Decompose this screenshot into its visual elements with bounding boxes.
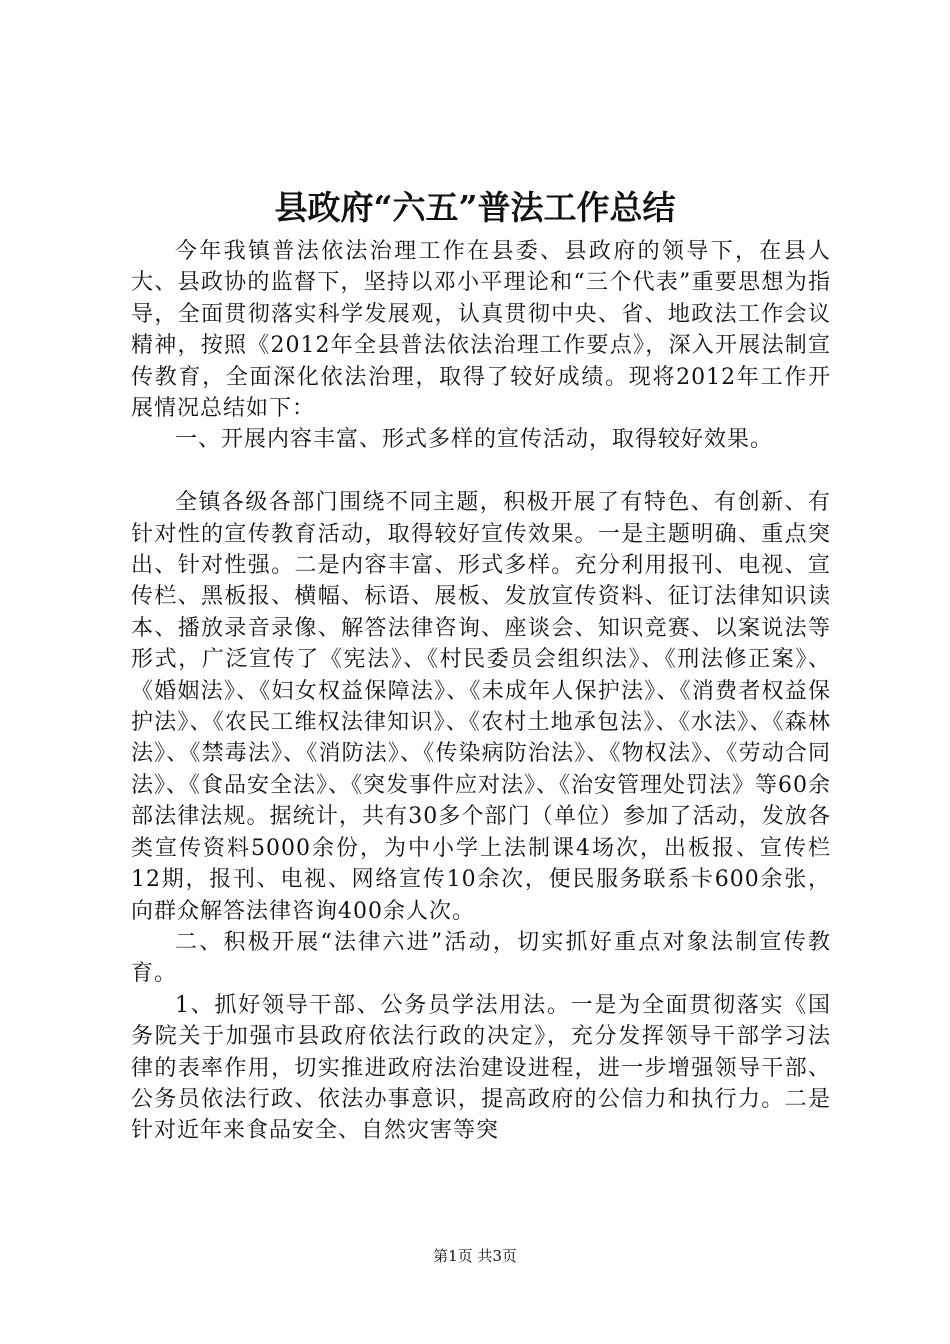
- document-body: [131, 236, 831, 1147]
- heading-section-1: 一、开展内容丰富、形式多样的宣传活动，取得较好效果。: [175, 427, 774, 453]
- document-title: 县政府“六五”普法工作总结: [274, 188, 676, 227]
- page-footer: 第1页 共3页: [433, 1247, 517, 1265]
- heading-section-2: 二、积极开展“法律六进”活动，切实抓好重点对象法制宣传教育。: [131, 929, 831, 987]
- paragraph-item-1: 1、抓好领导干部、公务员学法用法。一是为全面贯彻落实《国务院关于加强市县政府依法行政的决定》，充分发挥领导干部学习法律的表率作用，切实推进政府法治建设进程，进一步增强领导干部、公务员依法行政、依法办事意识，提高政府的公信力和执行力。二是针对近年来食品安全、自然灾害等突: [131, 992, 831, 1144]
- paragraph-section-1: 全镇各级各部门围绕不同主题，积极开展了有特色、有创新、有针对性的宣传教育活动，取得较好宣传效果。一是主题明确、重点突出、针对性强。二是内容丰富、形式多样。充分利用报刊、电视、宣传栏、黑板报、横幅、标语、展板、发放宣传资料、征订法律知识读本、播放录音录像、解答法律咨询、座谈会、知识竞赛、以案说法等形式，广泛宣传了《宪法》、《村民委员会组织法》、《刑法修正案》、《婚姻法》、《妇女权益保障法》、《未成年人保护法》、《消费者权益保护法》、《农民工维权法律知识》、《农村土地承包法》、《水法》、《森林法》、《禁毒法》、《消防法》、《传染病防治法》、《物权法》、《劳动合同法》、《食品安全法》、《突发事件应对法》、《治安管理处罚法》等60余部法律法规。据统计，共有30多个部门（单位）参加了活动，发放各类宣传资料5000余份，为中小学上法制课4场次，出板报、宣传栏12期，报刊、电视、网络宣传10余次，便民服务联系卡600余张，向群众解答法律咨询400余人次。: [131, 490, 831, 924]
- paragraph-intro: 今年我镇普法依法治理工作在县委、县政府的领导下，在县人大、县政协的监督下，坚持以邓小平理论和“三个代表”重要思想为指导，全面贯彻落实科学发展观，认真贯彻中央、省、地政法工作会议精神，按照《2012年全县普法依法治理工作要点》，深入开展法制宣传教育，全面深化依法治理，取得了较好成绩。现将2012年工作开展情况总结如下：: [131, 239, 831, 422]
- blank-line: [131, 456, 831, 487]
